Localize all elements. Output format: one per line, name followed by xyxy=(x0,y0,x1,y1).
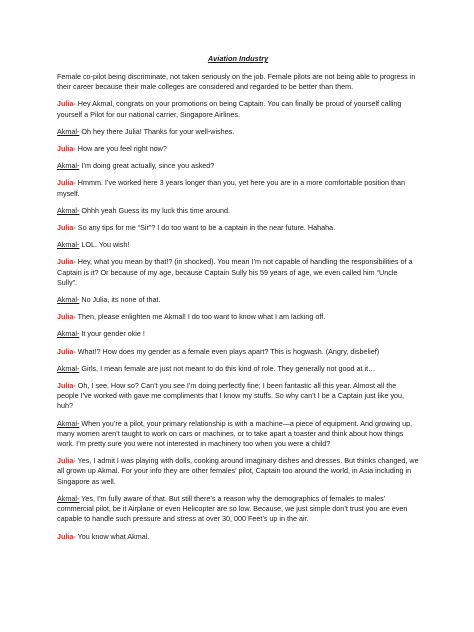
speaker-julia: Julia- xyxy=(57,144,76,154)
speaker-julia: Julia- xyxy=(57,223,76,233)
speaker-julia: Julia- xyxy=(57,531,76,541)
line-text: Ohhh yeah Guess its my luck this time around. xyxy=(79,205,230,215)
dialogue-line xyxy=(57,99,419,119)
line-text: I’m doing great actually, since you asked? xyxy=(79,161,215,171)
speaker-akmal: Akmal- xyxy=(57,329,80,339)
line-text: How are you feel right now? xyxy=(75,144,167,154)
line-text: Yes, I’m fully aware of that. But still there’s a reason why the demographics of females to males’ commercial pilot, be it Airplane or even Helicopter are so low. Because, we just simple don’t trust you are even capable to handle such pressure and stress at over 30, 000 Feet’s up in the air. xyxy=(57,493,408,524)
dialogue-line xyxy=(57,144,419,154)
speaker-akmal: Akmal- xyxy=(57,493,80,503)
line-text: Hey Akmal, congrats on your promotions on being Captain. You can finally be proud of yourself calling yourself a Pilot for our national carrier, Singapore Airlines. xyxy=(57,99,402,119)
dialogue-line xyxy=(57,364,419,374)
line-text: What!? How does my gender as a female even plays apart? This is hogwash. (Angry, disbelief) xyxy=(75,346,380,356)
line-text: LOL. You wish! xyxy=(79,240,130,250)
speaker-julia: Julia- xyxy=(57,257,76,267)
speaker-julia: Julia- xyxy=(57,312,76,322)
speaker-akmal: Akmal- xyxy=(57,126,80,136)
dialogue-line xyxy=(57,494,419,525)
dialogue-line xyxy=(57,127,419,137)
line-text: Yes, I admit I was playing with dolls, cooking around imaginary dishes and dresses. But thinks changed, we all grown up Akmal. For your info they are other females’ pilot, Captain too around the world, in Asia including in Singapore as well. xyxy=(57,456,419,486)
dialogue-line xyxy=(57,329,419,339)
speaker-julia: Julia- xyxy=(57,99,76,109)
dialogue xyxy=(57,99,419,541)
intro-paragraph: Female co-pilot being discriminate, not taken seriously on the job. Female pilots are not being able to progress in their career because their male colleges are considered and regarded to be better than them. xyxy=(57,72,416,92)
document-title: Aviation Industry xyxy=(207,54,269,63)
dialogue-line xyxy=(57,178,419,198)
speaker-akmal: Akmal- xyxy=(57,418,80,428)
speaker-akmal: Akmal- xyxy=(57,363,80,373)
line-text: Hmmm. I’ve worked here 3 years longer than you, yet here you are in a more comfortable position than myself. xyxy=(57,178,405,198)
dialogue-line xyxy=(57,223,419,233)
line-text: Oh hey there Julia! Thanks for your well-wishes. xyxy=(79,126,235,136)
dialogue-line xyxy=(57,381,419,412)
speaker-akmal: Akmal- xyxy=(57,161,80,171)
dialogue-line xyxy=(57,347,419,357)
dialogue-line xyxy=(57,295,419,305)
document-page xyxy=(57,54,419,549)
line-text: You know what Akmal. xyxy=(75,531,150,541)
line-text: It your gender okie ! xyxy=(79,329,145,339)
line-text: Then, please enlighten me Akmal! I do too want to know what I am lacking off. xyxy=(75,312,326,322)
dialogue-line xyxy=(57,257,419,288)
line-text: No Julia, its none of that. xyxy=(79,295,161,305)
line-text: Hey, what you mean by that!? (in shocked). You mean I’m not capable of handling the responsibilities of a Captain is it? Or because of my age, because Captain Sully his 59 years of age, we even called him “Uncle Sully”. xyxy=(57,257,413,287)
speaker-julia: Julia- xyxy=(57,456,76,466)
dialogue-line xyxy=(57,532,419,542)
speaker-akmal: Akmal- xyxy=(57,295,80,305)
line-text: So any tips for me “Sir”? I do too want to be a captain in the near future. Hahaha. xyxy=(75,223,336,233)
speaker-julia: Julia- xyxy=(57,178,76,188)
dialogue-line xyxy=(57,456,419,487)
line-text: When you’re a pilot, your primary relationship is with a machine—a piece of equipment. And growing up, many women aren’t taught to work on cars or machines, or to take apart a toaster and think about how things work. I’m pretty sure you were not interested in machinery too when you were a child? xyxy=(57,418,413,449)
speaker-julia: Julia- xyxy=(57,346,76,356)
dialogue-line xyxy=(57,240,419,250)
speaker-julia: Julia- xyxy=(57,381,76,391)
dialogue-line xyxy=(57,161,419,171)
dialogue-line xyxy=(57,206,419,216)
line-text: Oh, I see. How so? Can’t you see I’m doing perfectly fine; I been fantastic all this year. Almost all the people I’ve worked with gave me compliments that I know my stuffs. So why can’t I be a Captain just like you, huh? xyxy=(57,381,405,411)
dialogue-line xyxy=(57,419,419,450)
dialogue-line xyxy=(57,312,419,322)
line-text: Girls, I mean female are just not meant to do this kind of role. They generally not good at it… xyxy=(79,363,376,373)
speaker-akmal: Akmal- xyxy=(57,205,80,215)
speaker-akmal: Akmal- xyxy=(57,240,80,250)
